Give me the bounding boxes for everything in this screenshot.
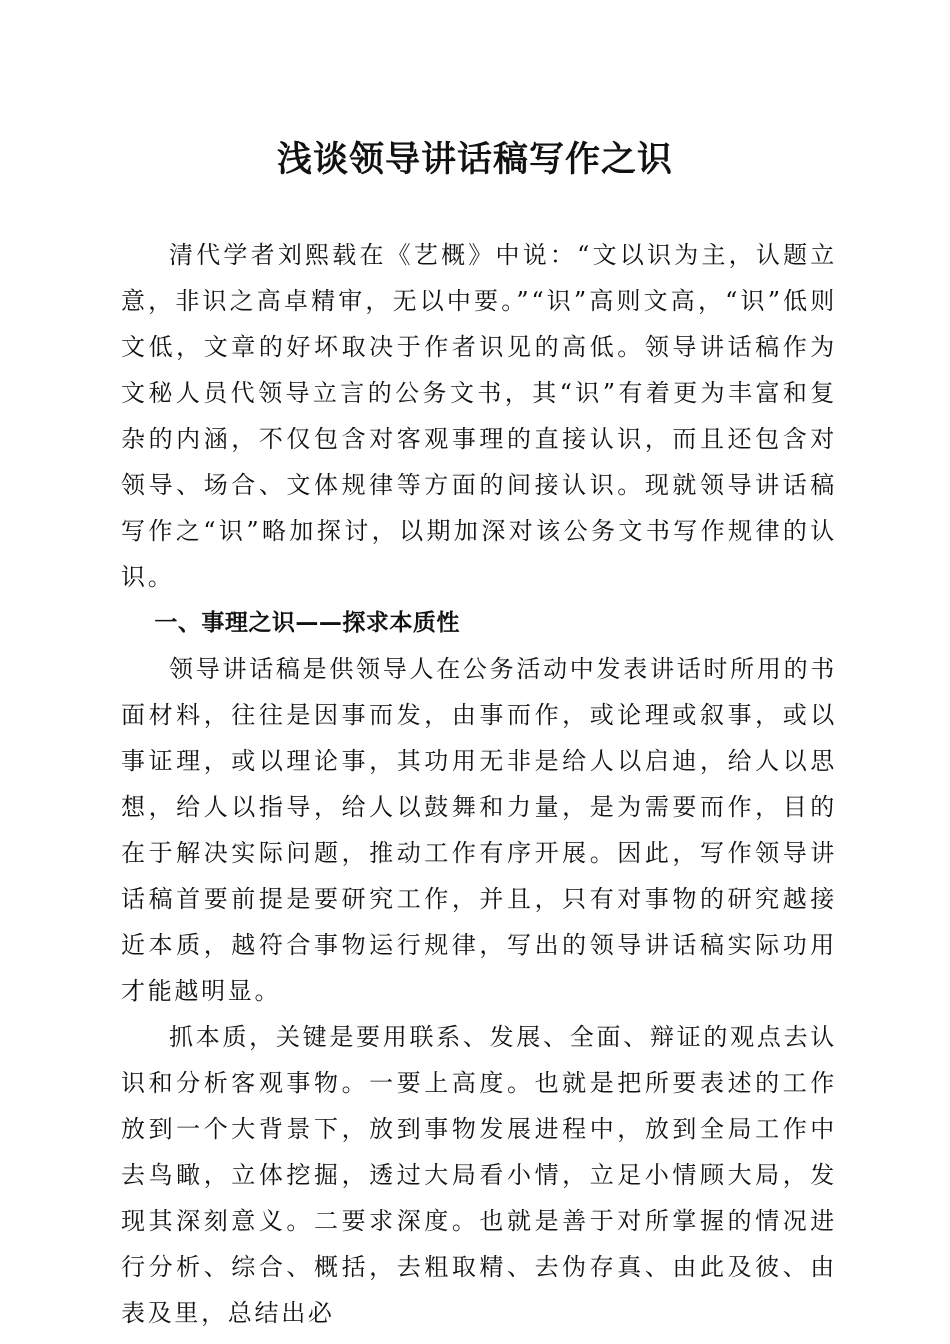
section-paragraph: 抓本质，关键是要用联系、发展、全面、辩证的观点去认识和分析客观事物。一要上高度。也就是把所要表述的工作放到一个大背景下，放到事物发展进程中，放到全局工作中去鸟瞰，立体挖掘，透过大局看小情，立足小情顾大局，发现其深刻意义。二要求深度。也就是善于对所掌握的情况进行分析、综合、概括，去粗取精、去伪存真、由此及彼、由表及里，总结出必 bbox=[121, 1023, 837, 1327]
document-body bbox=[121, 232, 837, 1336]
document-title: 浅谈领导讲话稿写作之识 bbox=[276, 139, 673, 180]
section-paragraph: 领导讲话稿是供领导人在公务活动中发表讲话时所用的书面材料，往往是因事而发，由事而作，或论理或叙事，或以事证理，或以理论事，其功用无非是给人以启迪，给人以思想，给人以指导，给人以鼓舞和力量，是为需要而作，目的在于解决实际问题，推动工作有序开展。因此，写作领导讲话稿首要前提是要研究工作，并且，只有对事物的研究越接近本质，越符合事物运行规律，写出的领导讲话稿实际功用才能越明显。 bbox=[121, 655, 837, 1005]
intro-paragraph: 清代学者刘熙载在《艺概》中说：“文以识为主，认题立意，非识之高卓精审，无以中要。”“识”高则文高，“识”低则文低，文章的好坏取决于作者识见的高低。领导讲话稿作为文秘人员代领导立言的公务文书，其“识”有着更为丰富和复杂的内涵，不仅包含对客观事理的直接认识，而且还包含对领导、场合、文体规律等方面的间接认识。现就领导讲话稿写作之“识”略加探讨，以期加深对该公务文书写作规律的认识。 bbox=[121, 241, 837, 591]
section-heading: 一、事理之识——探求本质性 bbox=[154, 610, 460, 636]
